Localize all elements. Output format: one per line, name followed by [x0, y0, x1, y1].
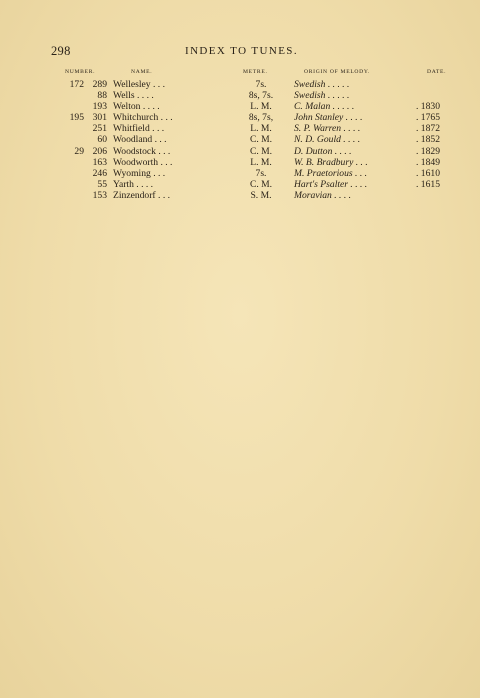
- tune-number-primary: 195: [69, 112, 84, 124]
- table-row: [0, 101, 480, 112]
- tune-name: Yarth . . . .: [113, 178, 154, 190]
- tune-date: . 1872: [416, 123, 440, 135]
- tune-metre: L. M.: [250, 101, 272, 113]
- tune-name: Welton . . . .: [113, 101, 160, 113]
- tune-origin: Moravian . . . .: [294, 189, 352, 201]
- running-title: INDEX TO TUNES.: [185, 45, 298, 57]
- tune-metre: C. M.: [249, 145, 273, 157]
- tune-date: . 1829: [416, 145, 440, 157]
- column-header-name: NAME.: [131, 69, 153, 75]
- table-row: [0, 79, 480, 90]
- tune-metre: 8s, 7s.: [248, 90, 274, 102]
- tune-date: . 1765: [416, 112, 440, 124]
- tune-name: Wyoming . . .: [113, 167, 166, 179]
- tune-date: . 1610: [416, 167, 440, 179]
- tune-origin: W. B. Bradbury . . .: [294, 156, 368, 168]
- tune-number-secondary: 153: [92, 189, 107, 201]
- tune-metre: C. M.: [249, 134, 273, 146]
- page-number: 298: [51, 44, 71, 58]
- tune-number-secondary: 246: [92, 167, 107, 179]
- tune-origin: N. D. Gould . . . .: [294, 134, 361, 146]
- tune-number-secondary: 301: [92, 112, 107, 124]
- tune-metre: C. M.: [249, 178, 273, 190]
- table-row: [0, 90, 480, 101]
- tune-name: Whitchurch . . .: [113, 112, 173, 124]
- tune-number-secondary: 55: [97, 178, 107, 190]
- tune-name: Whitfield . . .: [113, 123, 165, 135]
- column-header-date: DATE.: [427, 69, 447, 75]
- tune-metre: 8s, 7s,: [248, 112, 274, 124]
- tune-number-primary: 172: [69, 79, 84, 90]
- column-header-number: NUMBER.: [65, 69, 96, 75]
- table-row: [0, 146, 480, 157]
- tune-date: . 1830: [416, 101, 440, 113]
- tune-name: Wellesley . . .: [113, 79, 165, 90]
- tune-name: Woodworth . . .: [113, 156, 173, 168]
- table-row: [0, 168, 480, 179]
- tune-date: . 1615: [416, 178, 440, 190]
- column-header-metre: METRE.: [243, 69, 268, 75]
- tune-number-secondary: 88: [97, 90, 107, 102]
- tune-number-primary: 29: [74, 145, 84, 157]
- tune-number-secondary: 60: [97, 134, 107, 146]
- tune-date: . 1849: [416, 156, 440, 168]
- tune-origin: S. P. Warren . . . .: [294, 123, 361, 135]
- tune-metre: 7s.: [255, 167, 267, 179]
- tune-name: Woodstock . . .: [113, 145, 171, 157]
- table-row: [0, 123, 480, 134]
- tune-name: Wells . . . .: [113, 90, 154, 102]
- tune-origin: D. Dutton . . . .: [294, 145, 352, 157]
- tune-origin: John Stanley . . . .: [294, 112, 363, 124]
- tune-metre: L. M.: [250, 156, 272, 168]
- tune-metre: 7s.: [255, 79, 267, 90]
- tune-number-secondary: 206: [92, 145, 107, 157]
- tune-origin: M. Praetorious . . .: [294, 167, 368, 179]
- tune-name: Zinzendorf . . .: [113, 189, 171, 201]
- tune-index-table: [0, 79, 480, 201]
- tune-origin: Swedish . . . . .: [294, 79, 350, 90]
- table-row: [0, 112, 480, 123]
- table-row: [0, 134, 480, 145]
- tune-origin: Swedish . . . . .: [294, 90, 350, 102]
- column-header-origin: ORIGIN OF MELODY.: [304, 69, 371, 75]
- tune-origin: Hart's Psalter . . . .: [294, 178, 368, 190]
- table-row: [0, 190, 480, 201]
- tune-number-secondary: 289: [92, 79, 107, 90]
- table-row: [0, 157, 480, 168]
- table-row: [0, 179, 480, 190]
- tune-number-secondary: 193: [92, 101, 107, 113]
- tune-origin: C. Malan . . . . .: [294, 101, 355, 113]
- tune-metre: L. M.: [250, 123, 272, 135]
- tune-date: . 1852: [416, 134, 440, 146]
- tune-name: Woodland . . .: [113, 134, 167, 146]
- tune-number-secondary: 163: [92, 156, 107, 168]
- tune-metre: S. M.: [250, 189, 272, 201]
- tune-number-secondary: 251: [92, 123, 107, 135]
